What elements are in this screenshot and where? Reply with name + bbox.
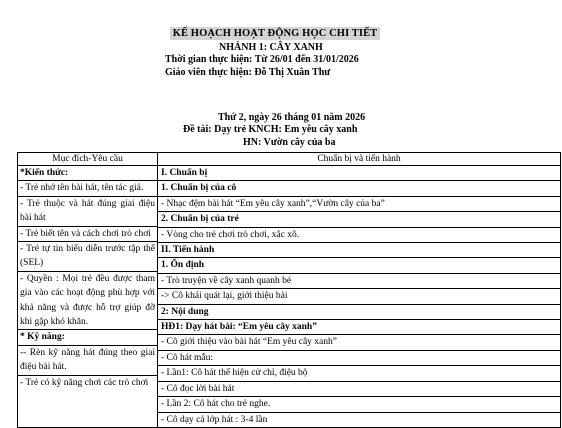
plan-title: KẾ HOẠCH HOẠT ĐỘNG HỌC CHI TIẾT [170,27,380,40]
teacher-line: Giáo viên thực hiện: Đỗ Thị Xuân Thư [165,67,331,78]
objective-item: - Trẻ biết tên và cách chơi trò chơi [18,227,157,242]
procedure-item: - Cô giới thiệu vào bài hát “Em yêu cây xanh” [158,335,560,350]
procedure-item: - Cô đọc lời bài hát [158,382,560,397]
period-line: Thời gian thực hiện: Từ 26/01 đến 31/01/2026 [165,54,359,65]
branch-line: NHÁNH 1: CÂY XANH [219,42,323,53]
lesson-topic: Đề tài: Dạy trẻ KNCH: Em yêu cây xanh [183,124,358,135]
procedure-item: - Lần1: Cô hát thể hiện cử chỉ, điệu bộ [158,366,560,381]
procedure-item: II. Tiến hành [158,243,560,258]
procedure-item: - Cô dạy cả lớp hát : 3-4 lần [161,414,268,425]
objective-item: -- Rèn kỹ năng hát đúng theo giai điệu bài hát. [18,346,157,376]
objective-item: - Trẻ tự tin biểu diễn trước tập thể (SEL) [18,242,157,272]
procedure-item: 2: Nội dung [158,305,560,320]
objective-item: * Kỹ năng: [18,330,157,345]
procedure-item: HĐ1: Dạy hát bài: “Em yêu cây xanh” [158,320,560,335]
col-header-procedure: Chuẩn bị và tiến hành [158,153,561,166]
objective-item: - Trẻ nhớ tên bài hát, tên tác giả. [18,181,157,196]
col-header-objectives: Mục đích-Yêu cầu [18,153,158,166]
objective-item: *Kiến thức: [18,166,157,181]
procedure-item: - Cô hát mẫu: [158,351,560,366]
procedure-item: 2. Chuẩn bị của trẻ [158,212,560,227]
procedure-item: -> Cô khái quát lại, giới thiệu bài [158,289,560,304]
objective-item: - Trẻ có kỹ năng chơi các trò chơi [20,377,149,388]
procedure-item: - Vòng cho trẻ chơi trò chơi, xắc xô. [158,228,560,243]
lesson-hn: HN: Vườn cây của ba [243,137,336,148]
procedure-item: I. Chuẩn bị [158,166,560,181]
objective-item: - Quyền : Mọi trẻ đều được tham gia vào các hoạt động phù hợp với khả năng và được hỗ trợ giúp đỡ khi gặp khó khăn. [18,272,157,331]
objective-item: - Trẻ thuộc và hát đúng giai điệu bài hát [18,197,157,227]
procedure-item: 1. Chuẩn bị của cô [158,181,560,196]
procedure-item: - Lần 2: Cô hát cho trẻ nghe. [158,397,560,412]
procedure-item: - Nhạc đệm bài hát “Em yêu cây xanh”,“Vườn cây của ba” [158,197,560,212]
procedure-item: - Trò truyện về cây xanh quanh bé [158,274,560,289]
procedure-cell [158,166,561,428]
objectives-cell [18,166,158,428]
procedure-item: 1. Ổn định [158,258,560,273]
lesson-date: Thứ 2, ngày 26 tháng 01 năm 2026 [218,112,366,123]
lesson-plan-table [17,152,561,428]
